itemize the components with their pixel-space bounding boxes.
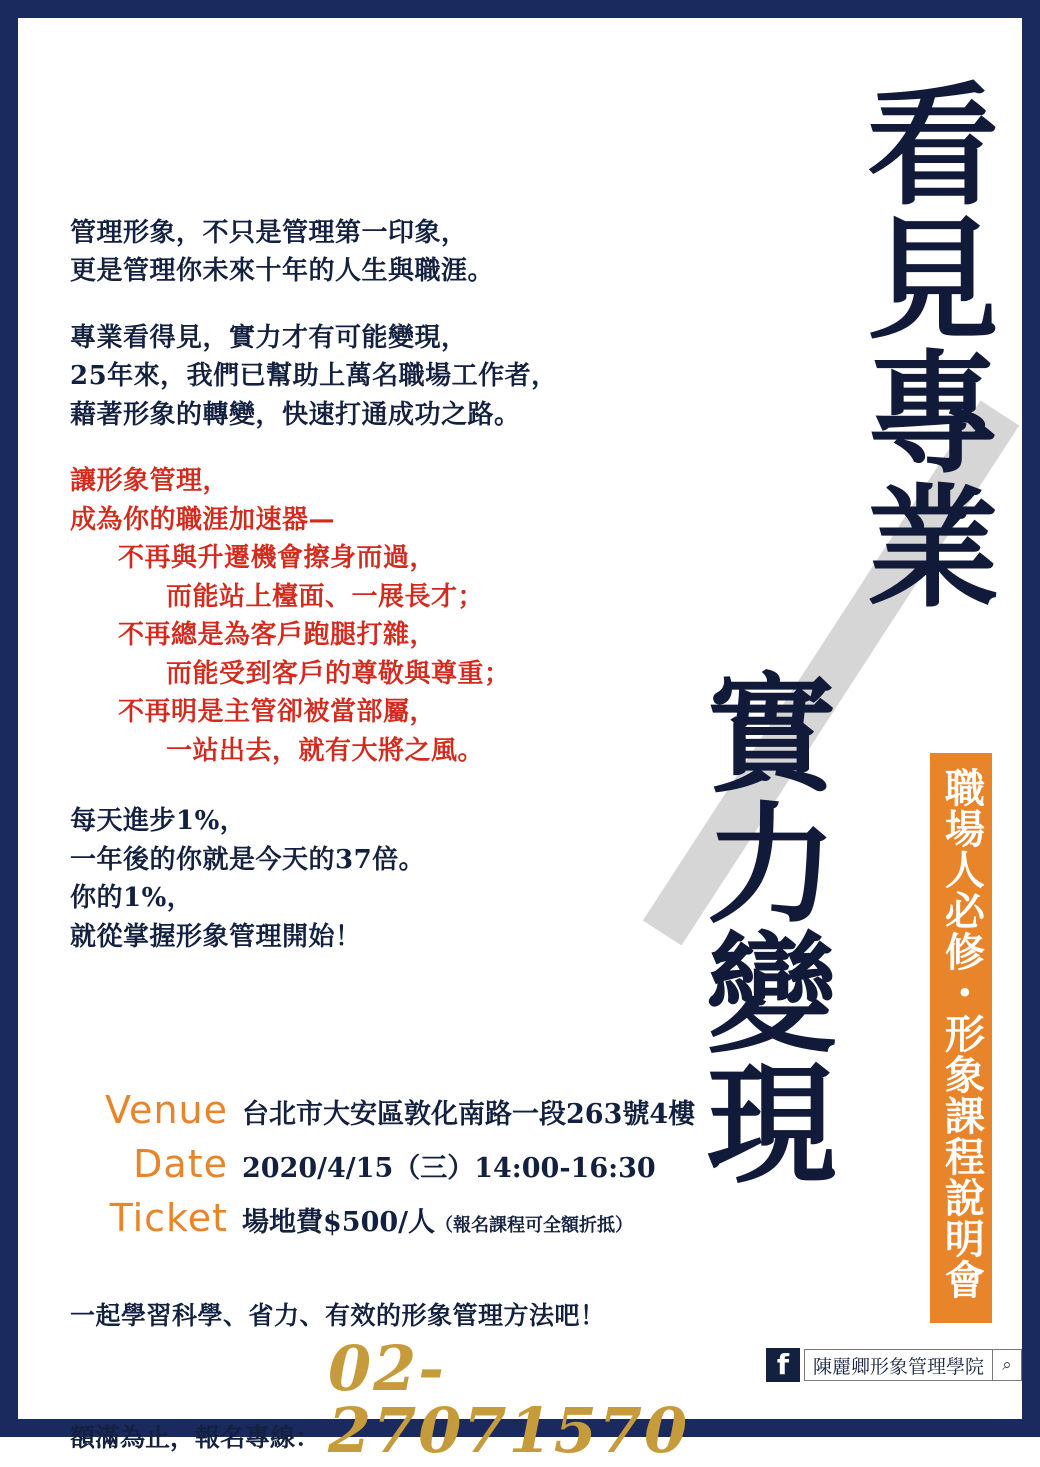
- paragraph-intro-line-1: 管理形象，不只是管理第一印象，: [70, 218, 468, 248]
- ticket-value: 場地費$500/人: [242, 1207, 436, 1238]
- headline-secondary: 實力變現: [685, 666, 838, 1186]
- hotline-label: 額滿為止，報名專線：: [70, 1423, 321, 1452]
- course-banner: [930, 753, 992, 1323]
- growth-line-4: 就從掌握形象管理開始！: [70, 921, 362, 952]
- ticket-label: Ticket: [109, 1196, 228, 1240]
- search-icon[interactable]: ⌕: [992, 1349, 1022, 1381]
- paragraph-intro: [70, 214, 690, 291]
- benefits-line-6: 而能受到客戶的尊敬與尊重；: [166, 658, 511, 689]
- paragraph-growth: [70, 802, 690, 956]
- growth-line-2: 一年後的你就是今天的37倍。: [70, 844, 426, 875]
- benefits-line-1: 讓形象管理，: [70, 466, 230, 497]
- benefits-line-7: 不再明是主管卻被當部屬，: [118, 697, 437, 728]
- paragraph-benefits: [70, 462, 690, 770]
- venue-label: Venue: [105, 1088, 228, 1132]
- benefits-line-2: 成為你的職涯加速器—: [70, 504, 336, 535]
- date-row: [66, 1142, 706, 1186]
- benefits-line-3: 不再與升遷機會擦身而過，: [118, 543, 437, 574]
- facebook-badge[interactable]: [766, 1348, 1022, 1382]
- facebook-page-name: 陳麗卿形象管理學院: [804, 1349, 992, 1381]
- ticket-row: [66, 1196, 706, 1240]
- paragraph-experience-line-2: 25年來，我們已幫助上萬名職場工作者，: [70, 361, 558, 392]
- ticket-value-group: [242, 1200, 633, 1239]
- paragraph-experience-line-3: 藉著形象的轉變，快速打通成功之路。: [70, 399, 521, 430]
- growth-line-1: 每天進步1%，: [70, 806, 247, 837]
- body-copy: [70, 214, 690, 984]
- date-value: 2020/4/15（三）14:00-16:30: [242, 1153, 656, 1184]
- venue-row: [66, 1088, 706, 1132]
- hotline-row: [70, 1332, 770, 1467]
- facebook-icon: f: [766, 1348, 800, 1382]
- growth-line-3: 你的1%，: [70, 883, 194, 914]
- footer: [70, 1296, 770, 1467]
- benefits-line-4: 而能站上檯面、一展長才；: [166, 581, 485, 612]
- footer-tagline: 一起學習科學、省力、有效的形象管理方法吧！: [70, 1301, 606, 1330]
- paragraph-experience-line-1: 專業看得見，實力才有可能變現，: [70, 322, 468, 353]
- benefits-line-5: 不再總是為客戶跑腿打雜，: [118, 620, 437, 651]
- course-banner-label: 職場人必修・形象課程說明會: [938, 767, 986, 1300]
- paragraph-experience: [70, 319, 690, 434]
- hotline-number[interactable]: 02-27071570: [328, 1332, 690, 1467]
- benefits-line-8: 一站出去，就有大將之風。: [166, 735, 485, 766]
- headline-primary: 看見專業: [844, 76, 999, 612]
- venue-value: 台北市大安區敦化南路一段263號4樓: [242, 1099, 696, 1130]
- event-details: [66, 1088, 706, 1250]
- ticket-note: （報名課程可全額折抵）: [435, 1215, 634, 1236]
- paragraph-intro-line-2: 更是管理你未來十年的人生與職涯。: [70, 256, 495, 287]
- date-label: Date: [133, 1142, 228, 1186]
